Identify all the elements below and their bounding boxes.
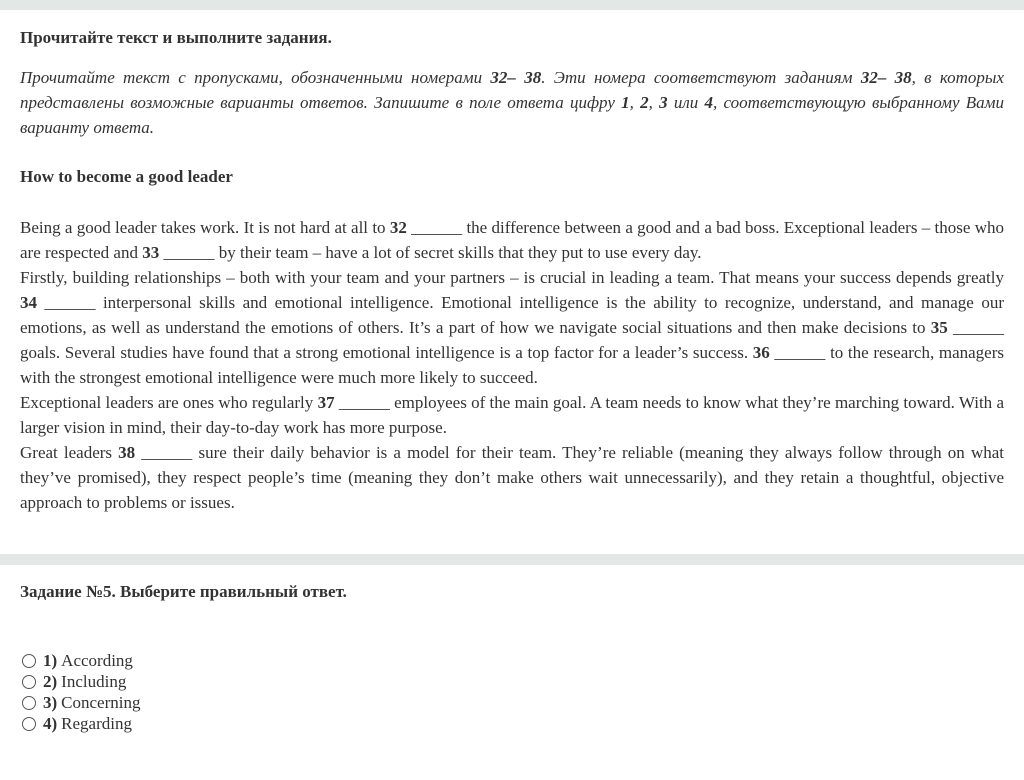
passage-text: ______ goals. Several studies have found that a strong emotional intelligence is a top factor for a leader’s success. xyxy=(20,318,1005,362)
top-divider xyxy=(0,0,1024,10)
instruction-separator: , xyxy=(629,93,641,112)
passage-paragraph xyxy=(20,440,1004,515)
radio-button[interactable] xyxy=(22,675,36,689)
gap-number: 33 xyxy=(142,243,160,262)
passage-paragraph xyxy=(20,265,1004,390)
passage-text: Exceptional leaders are ones who regularly xyxy=(20,393,318,412)
option-number: 1) xyxy=(43,651,58,670)
instruction-separator: или xyxy=(667,93,705,112)
page-title: Прочитайте текст и выполните задания. xyxy=(20,28,332,47)
option-number: 2) xyxy=(43,672,58,691)
passage-text: ______ employees of the main goal. A team needs to know what they’re marching toward. With a larger vision in mind, their day-to-day work has more purpose. xyxy=(20,393,1004,437)
answer-options xyxy=(20,650,141,734)
passage-text: Great leaders xyxy=(20,443,119,462)
instruction-digit: 2 xyxy=(640,93,649,112)
passage-text: ______ the difference between a good and a bad boss. Exceptional leaders – those who are respected and xyxy=(20,218,1004,262)
passage-text: ______ by their team – have a lot of secret skills that they put to use every day. xyxy=(159,243,702,262)
passage-paragraph xyxy=(20,215,1004,265)
gap-number: 35 xyxy=(930,318,948,337)
task-title: Задание №5. Выберите правильный ответ. xyxy=(20,582,347,601)
section-divider xyxy=(0,554,1024,565)
gap-number: 38 xyxy=(118,443,136,462)
answer-option-1[interactable] xyxy=(20,650,141,671)
instruction-text: . Эти номера соответствуют заданиям xyxy=(541,68,861,87)
instruction-text: Прочитайте текст с пропусками, обозначенными номерами xyxy=(20,68,491,87)
radio-button[interactable] xyxy=(22,696,36,710)
answer-option-4[interactable] xyxy=(20,713,141,734)
passage-text: ______ sure their daily behavior is a model for their team. They’re reliable (meaning they always follow through on what they’ve promised), they respect people’s time (meaning they don’t make others wait unnecessarily), and they retain a thoughtful, objective approach to problems or issues. xyxy=(20,443,1004,512)
passage-text: Being a good leader takes work. It is not hard at all to xyxy=(20,218,390,237)
radio-button[interactable] xyxy=(22,654,36,668)
radio-button[interactable] xyxy=(22,717,36,731)
text-title: How to become a good leader xyxy=(20,167,233,186)
option-number: 3) xyxy=(43,693,58,712)
instruction-digit: 4 xyxy=(704,93,713,112)
instruction-text: , соответствующую выбранному Вами варианту ответа. xyxy=(20,93,1005,137)
instruction-range: 32– 38 xyxy=(490,68,542,87)
instructions xyxy=(20,65,1004,140)
passage-text: Firstly, building relationships – both with your team and your partners – is crucial in leading a team. That means your success depends greatly xyxy=(20,268,1004,287)
answer-option-2[interactable] xyxy=(20,671,141,692)
instruction-digit: 1 xyxy=(621,93,630,112)
option-label: According xyxy=(61,651,133,670)
passage-text: ______ interpersonal skills and emotional intelligence. Emotional intelligence is the ability to recognize, understand, and manage our emotions, as well as understand the emotions of others. It’s a part of how we navigate social situations and then make decisions to xyxy=(20,293,1004,337)
answer-option-3[interactable] xyxy=(20,692,141,713)
gap-number: 34 xyxy=(20,293,37,312)
instruction-digit: 3 xyxy=(659,93,668,112)
passage-text: ______ to the research, managers with the strongest emotional intelligence were much more likely to succeed. xyxy=(20,343,1004,387)
option-number: 4) xyxy=(43,714,58,733)
gap-number: 36 xyxy=(752,343,770,362)
instruction-separator: , xyxy=(648,93,660,112)
option-label: Regarding xyxy=(61,714,132,733)
option-label: Including xyxy=(61,672,127,691)
reading-passage xyxy=(20,215,1004,515)
instruction-text: , в которых представлены возможные варианты ответов. Запишите в поле ответа цифру xyxy=(20,68,1004,112)
gap-number: 37 xyxy=(317,393,335,412)
option-label: Concerning xyxy=(61,693,141,712)
instruction-range: 32– 38 xyxy=(860,68,912,87)
gap-number: 32 xyxy=(389,218,407,237)
passage-paragraph xyxy=(20,390,1004,440)
